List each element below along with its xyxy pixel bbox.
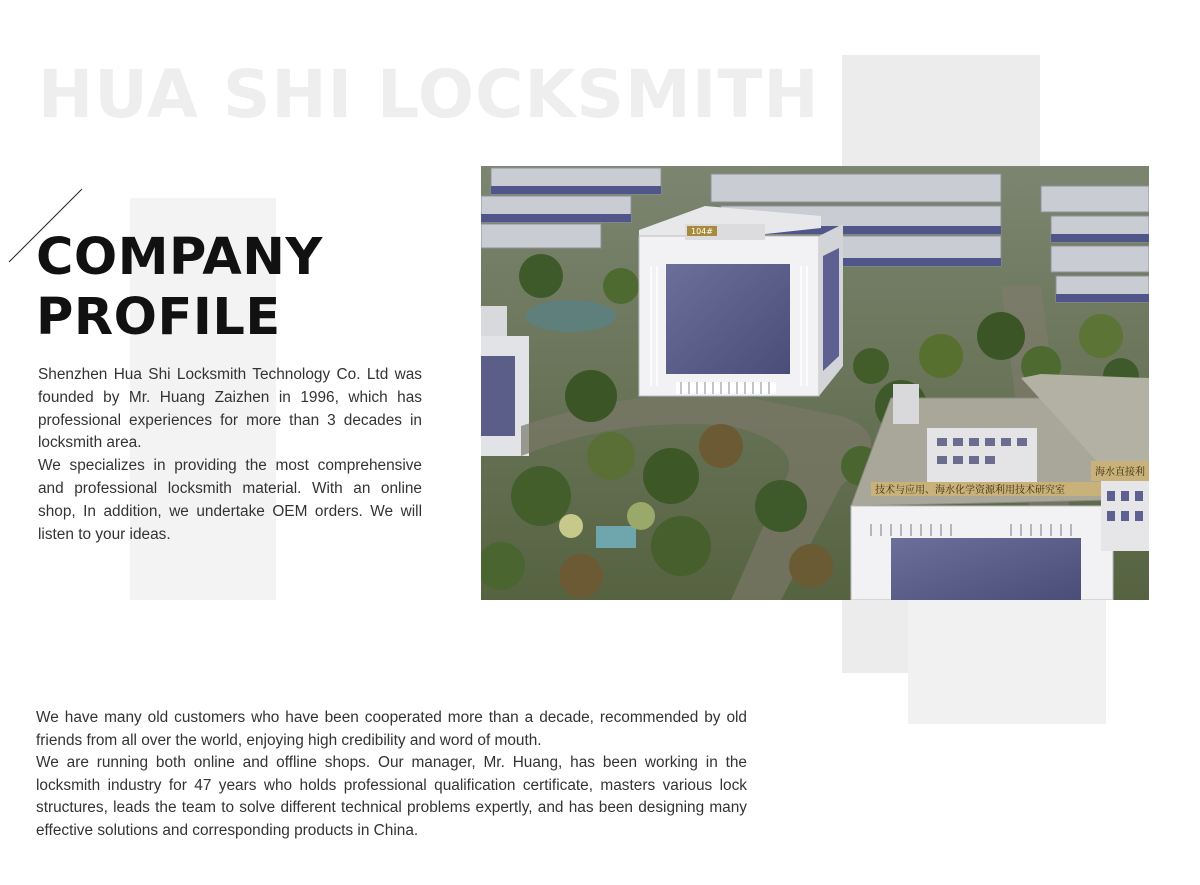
roof-sign-text: 技术与应用、海水化学资源利用技术研究室	[875, 485, 1065, 496]
title-line-1: COMPANY	[36, 228, 323, 287]
intro-paragraph-2: We specializes in providing the most comprehensive and professional locksmith material. With an online shop, In addition, we undertake OEM orders. We will listen to your ideas.	[38, 457, 422, 543]
intro-paragraph-1: Shenzhen Hua Shi Locksmith Technology Co. Ltd was founded by Mr. Huang Zaizhen in 1996, which has professional experiences for more than 3 decades in locksmith area.	[38, 366, 422, 452]
bottom-text	[36, 707, 747, 843]
watermark-heading: HUA SHI LOCKSMITH	[38, 56, 820, 133]
building-104-label: 104#	[691, 227, 713, 236]
title-line-2: PROFILE	[36, 288, 281, 347]
page-title	[36, 228, 323, 348]
intro-text	[38, 364, 422, 546]
campus-model-photo	[481, 166, 1149, 600]
bottom-paragraph-2: We are running both online and offline shops. Our manager, Mr. Huang, has been working in the locksmith industry for 47 years who holds professional qualification certificate, masters various lock structures, leads the team to solve different technical problems expertly, and has been designing many effective solutions and corresponding products in China.	[36, 754, 747, 839]
bottom-paragraph-1: We have many old customers who have been cooperated more than a decade, recommended by old friends from all over the world, enjoying high credibility and word of mouth.	[36, 709, 747, 749]
side-sign-text: 海水直接利	[1095, 467, 1145, 478]
